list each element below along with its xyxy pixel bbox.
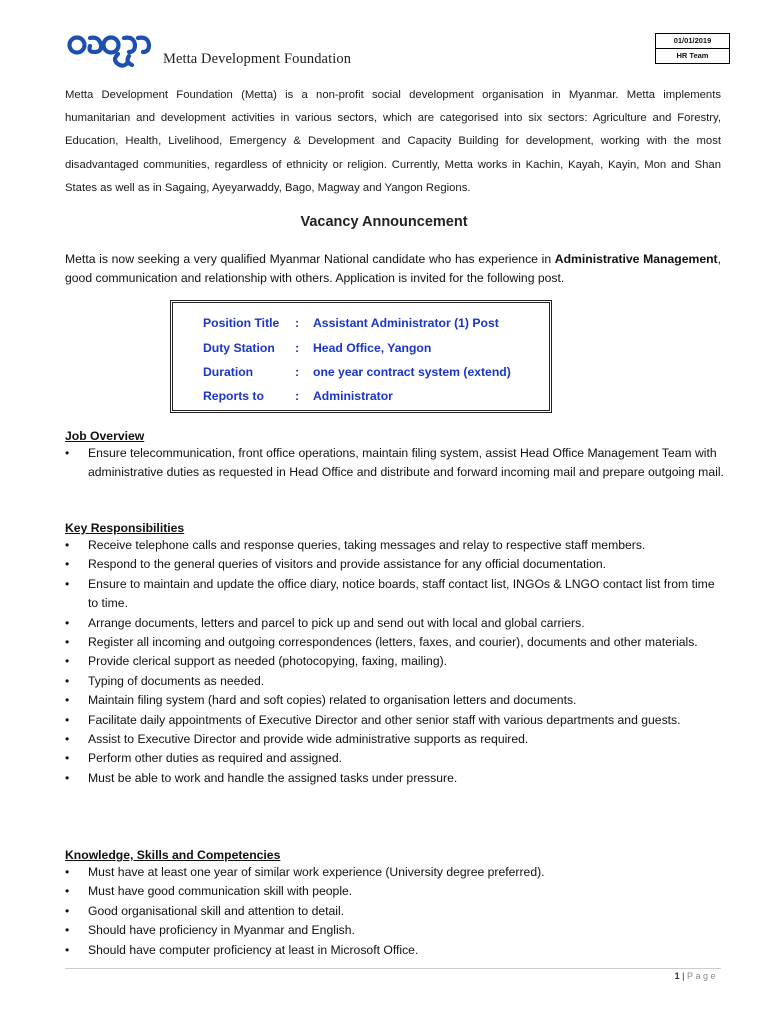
list-item-text: Register all incoming and outgoing correspondences (letters, faxes, and courier), documents and other materials. <box>88 635 698 650</box>
list-item-text: Should have proficiency in Myanmar and English. <box>88 923 355 938</box>
bullet-icon: • <box>65 884 70 899</box>
bullet-icon: • <box>65 942 70 957</box>
header-meta-box <box>655 33 730 64</box>
job-overview-section <box>65 428 725 483</box>
list-item <box>65 691 725 710</box>
list-item <box>65 749 725 768</box>
post-value: Head Office, Yangon <box>313 341 432 355</box>
org-logo <box>66 32 351 70</box>
post-value: Assistant Administrator (1) Post <box>313 316 499 330</box>
list-item-text: Provide clerical support as needed (photocopying, faxing, mailing). <box>88 654 448 669</box>
list-item <box>65 652 725 671</box>
footer-divider <box>65 968 721 969</box>
list-item-text: Perform other duties as required and assigned. <box>88 751 343 766</box>
page-separator: | <box>682 971 685 981</box>
skills-section <box>65 847 725 960</box>
list-item <box>65 711 725 730</box>
bullet-icon: • <box>65 923 70 938</box>
responsibilities-list <box>65 536 725 788</box>
bullet-icon: • <box>65 712 70 727</box>
list-item-text: Must have at least one year of similar work experience (University degree preferred). <box>88 865 545 879</box>
bullet-icon: • <box>65 903 70 918</box>
document-date: 01/01/2019 <box>673 36 712 45</box>
list-item <box>65 882 725 901</box>
bullet-icon: • <box>65 635 70 650</box>
bullet-icon: • <box>65 693 70 708</box>
list-item <box>65 902 725 921</box>
post-colon: : <box>295 365 300 379</box>
list-item-text: Arrange documents, letters and parcel to pick up and send out with local and global carriers. <box>88 615 585 630</box>
bullet-icon: • <box>65 673 70 688</box>
list-item <box>65 769 725 788</box>
section-heading: Key Responsibilities <box>65 521 185 535</box>
metta-logo-icon <box>66 32 160 70</box>
list-item <box>65 575 725 614</box>
list-item <box>65 730 725 749</box>
post-label: Duration <box>203 365 254 379</box>
list-item <box>65 614 725 633</box>
bullet-icon: • <box>65 576 70 591</box>
key-responsibilities-section <box>65 520 725 788</box>
post-label: Reports to <box>203 389 264 403</box>
list-item <box>65 921 725 940</box>
seeking-text-1: Metta is now seeking a very qualified Myanmar National candidate who has experience in <box>65 252 555 266</box>
list-item-text: Good organisational skill and attention to detail. <box>88 903 345 918</box>
bullet-icon: • <box>65 557 70 572</box>
list-item <box>65 555 725 574</box>
list-item <box>65 633 725 652</box>
page-word: Page <box>686 971 718 981</box>
page-number: 1 <box>674 971 680 981</box>
list-item <box>65 941 725 960</box>
bullet-icon: • <box>65 732 70 747</box>
post-value: Administrator <box>313 389 393 403</box>
list-item-text: Must have good communication skill with people. <box>88 884 353 899</box>
list-item-text: Ensure telecommunication, front office operations, maintain filing system, assist Head Office Management Team with administrative duties as requested in Head Office and distribute and forward incoming mail and prepare outgoing mail. <box>88 446 724 480</box>
section-heading: Knowledge, Skills and Competencies <box>65 848 281 862</box>
post-label: Duty Station <box>203 341 275 355</box>
bullet-icon: • <box>65 865 70 879</box>
skills-list <box>65 863 725 960</box>
post-colon: : <box>295 316 300 330</box>
list-item-text: Should have computer proficiency at least in Microsoft Office. <box>88 942 419 957</box>
list-item-text: Facilitate daily appointments of Executive Director and other senior staff with various departments and guests. <box>88 712 681 727</box>
list-item-text: Ensure to maintain and update the office diary, notice boards, staff contact list, INGOs & LNGO contact list from time to time. <box>88 576 715 611</box>
post-colon: : <box>295 389 300 403</box>
bullet-icon: • <box>65 615 70 630</box>
list-item-text: Respond to the general queries of visitors and provide assistance for any official documentation. <box>88 557 607 572</box>
seeking-bold-text: Administrative Management <box>554 252 718 266</box>
org-name: Metta Development Foundation <box>163 50 352 67</box>
bullet-icon: • <box>65 538 70 552</box>
bullet-icon: • <box>65 446 70 460</box>
bullet-icon: • <box>65 770 70 785</box>
page-footer <box>675 971 718 981</box>
list-item-text: Typing of documents as needed. <box>88 673 265 688</box>
list-item-text: Assist to Executive Director and provide wide administrative supports as required. <box>88 732 529 747</box>
list-item-text: Maintain filing system (hard and soft copies) related to organisation letters and documents. <box>88 693 577 708</box>
section-heading: Job Overview <box>65 429 145 443</box>
post-details-box <box>170 300 552 413</box>
list-item <box>65 536 725 555</box>
page-title: Vacancy Announcement <box>300 214 468 230</box>
post-colon: : <box>295 341 300 355</box>
list-item <box>65 863 725 882</box>
list-item-text: Receive telephone calls and response queries, taking messages and relay to respective staff members. <box>88 538 646 552</box>
seeking-text-2: , good communication and relationship with others. Application is invited for the following post. <box>65 252 721 285</box>
bullet-icon: • <box>65 751 70 766</box>
intro-paragraph: Metta Development Foundation (Metta) is a non-profit social development organisation in Myanmar. Metta implements humanitarian and development activities in various sectors, which are categorised into six sectors: Agriculture and Forestry, Education, Health, Livelihood, Emergency & Development and Capacity Building for development, working with the most disadvantaged communities, regardless of ethnicity or religion. Currently, Metta works in Kachin, Kayah, Kayin, Mon and Shan States as well as in Sagaing, Ayeyarwaddy, Bago, Magway and Yangon Regions. <box>65 89 721 194</box>
bullet-icon: • <box>65 654 70 669</box>
document-team: HR Team <box>656 48 729 63</box>
list-item-text: Must be able to work and handle the assigned tasks under pressure. <box>88 770 458 785</box>
list-item <box>65 672 725 691</box>
post-label: Position Title <box>203 316 280 330</box>
list-item <box>65 444 725 483</box>
job-overview-list <box>65 444 725 483</box>
post-value: one year contract system (extend) <box>313 365 511 379</box>
seeking-paragraph <box>65 250 721 288</box>
